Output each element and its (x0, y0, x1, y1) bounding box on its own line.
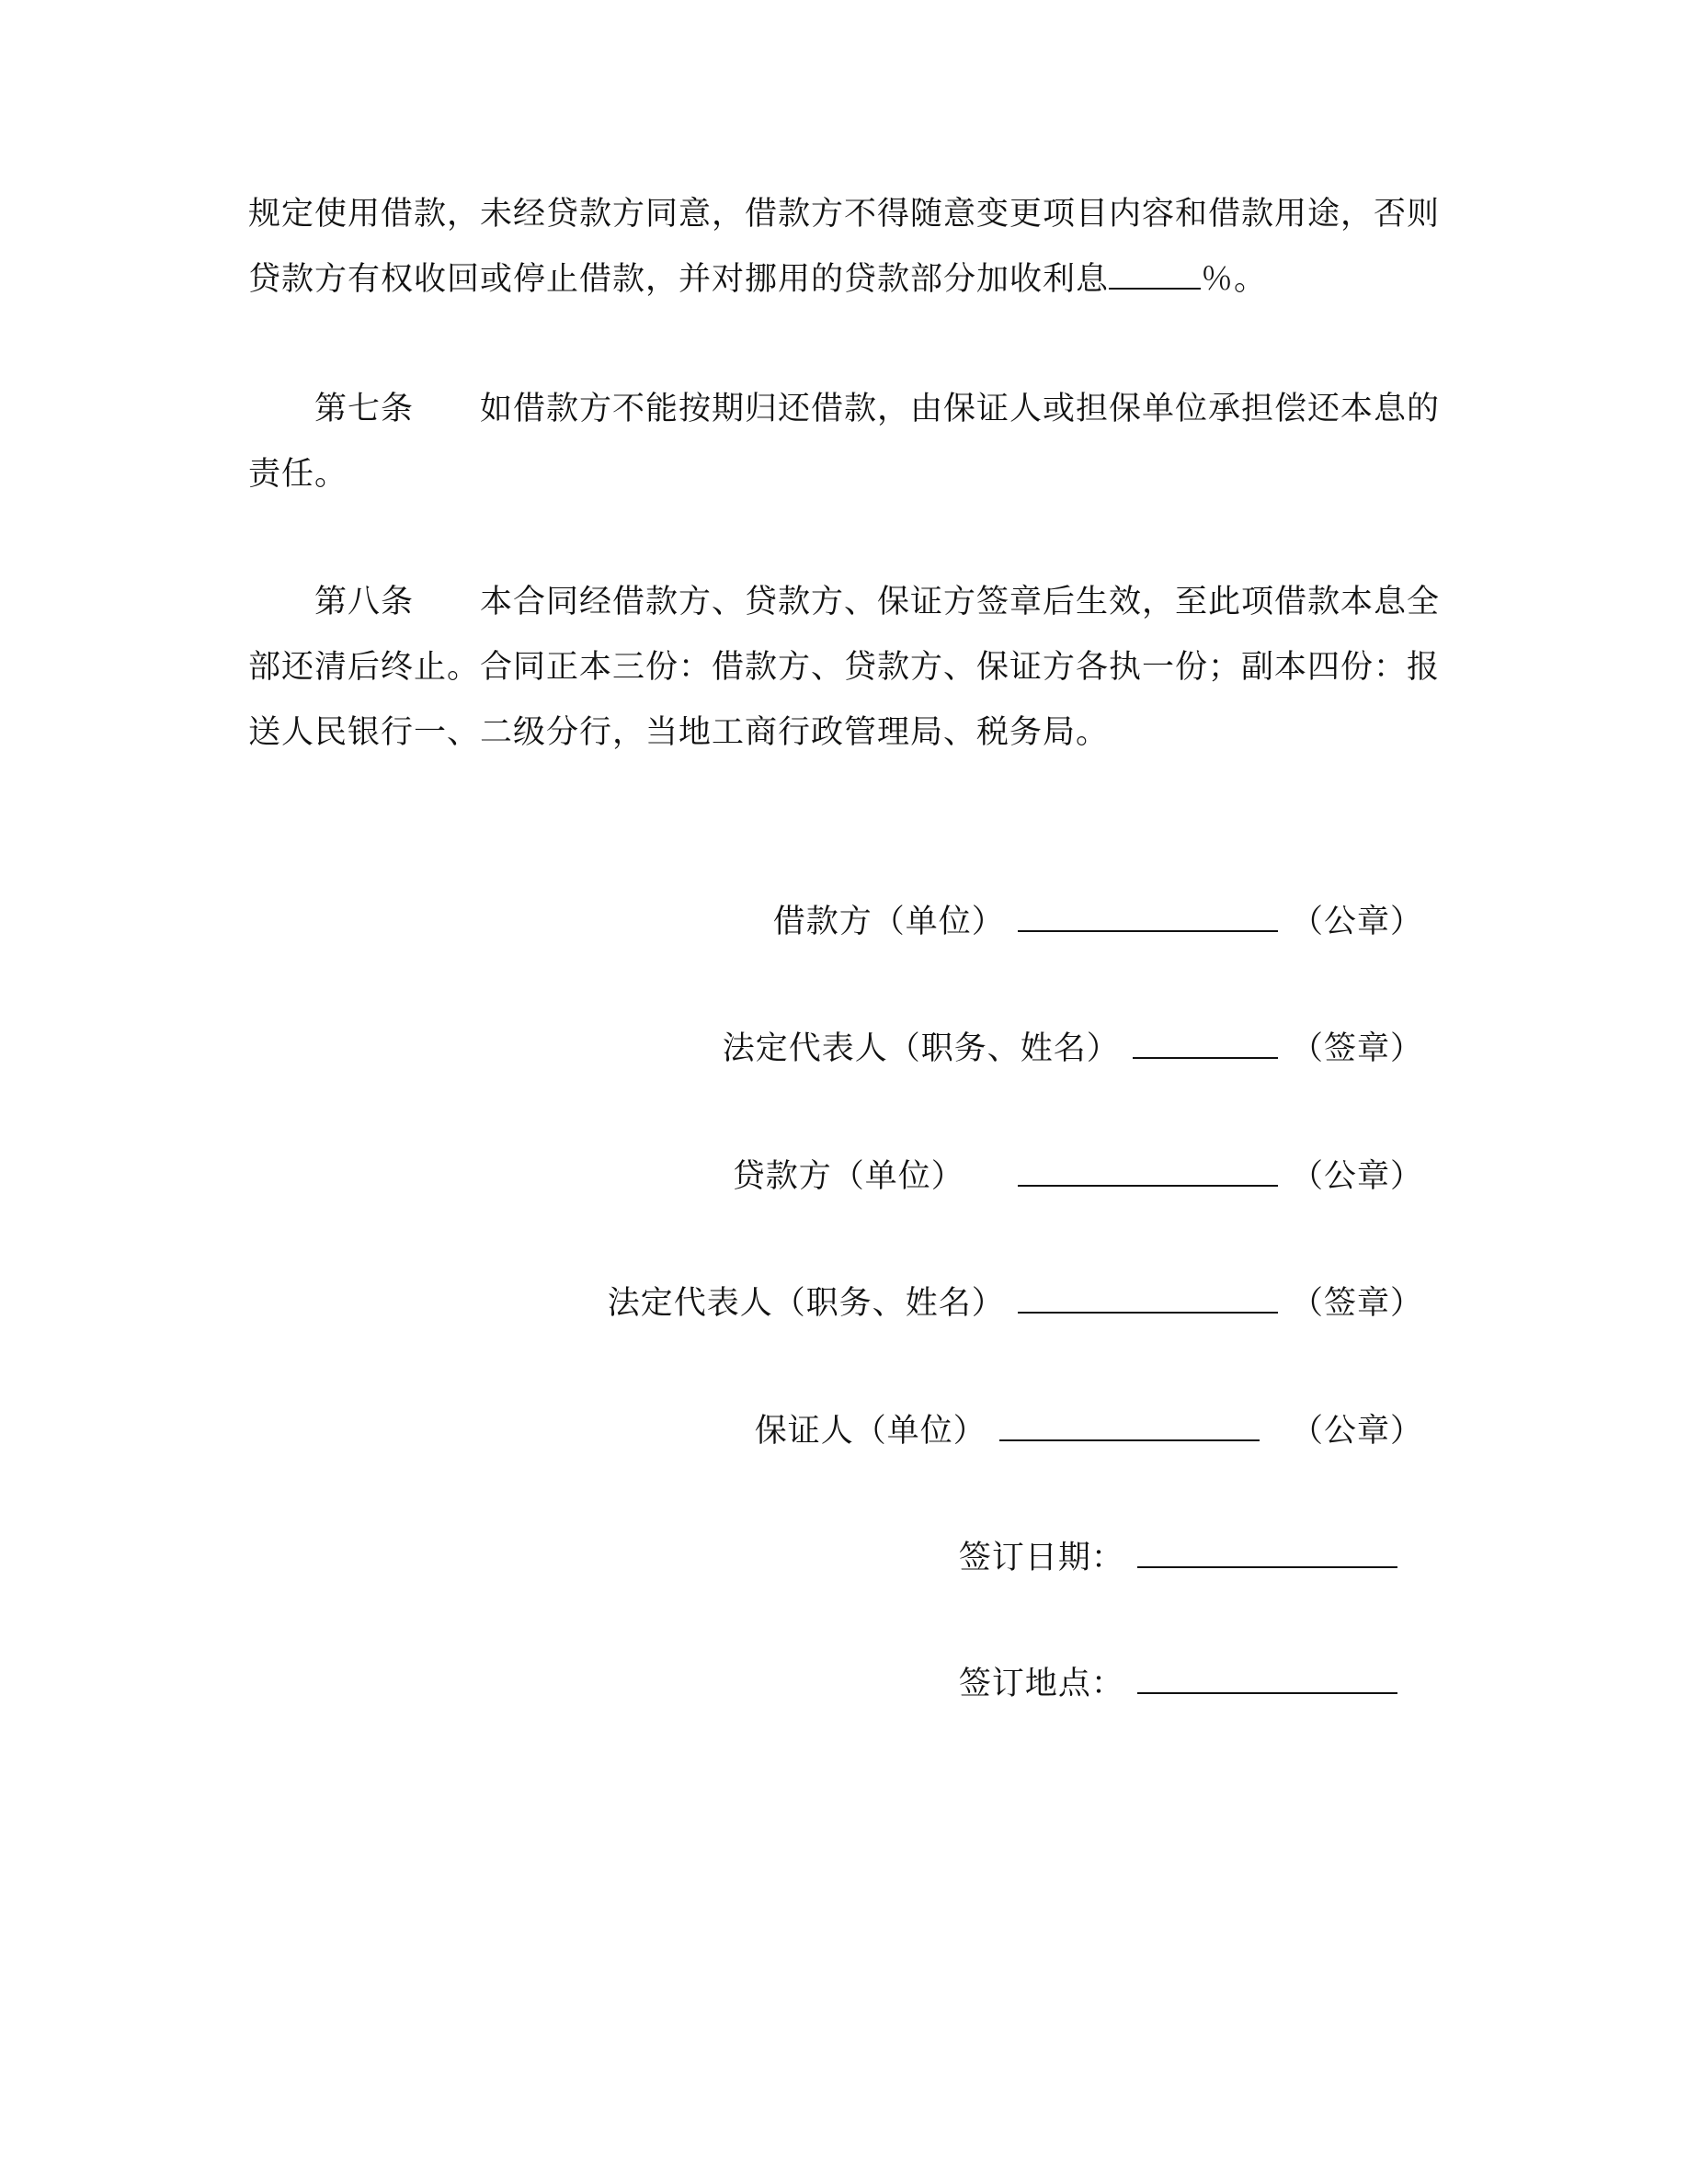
article8-line1-text: 本合同经借款方、贷款方、保证方签章后生效，至此项借款本息全 (480, 584, 1441, 620)
article7-line2: 责任。 (248, 456, 348, 493)
borrower-rep-seal-suffix: （签章） (1290, 1030, 1423, 1067)
article8-line1 (248, 570, 1441, 635)
borrower-rep-signature-row (723, 1026, 1423, 1072)
borrower-label: 借款方（单位） (772, 904, 1005, 940)
article8-line2: 部还清后终止。合同正本三份：借款方、贷款方、保证方各执一份；副本四份：报 (248, 649, 1441, 686)
sign-place-label: 签订地点： (958, 1666, 1124, 1702)
guarantor-label: 保证人（单位） (754, 1413, 987, 1450)
article7-number: 第七条 (314, 391, 415, 427)
article7-line1 (248, 377, 1441, 442)
sign-date-blank[interactable] (1137, 1539, 1397, 1568)
lender-rep-seal-suffix: （签章） (1290, 1285, 1423, 1322)
article6-line2-suffix: ％。 (1201, 261, 1268, 298)
borrower-signature-row (773, 899, 1423, 945)
guarantor-seal-suffix: （公章） (1290, 1413, 1423, 1450)
lender-signature-row (733, 1154, 1423, 1200)
lender-rep-label: 法定代表人（职务、姓名） (607, 1285, 1005, 1322)
lender-seal-suffix: （公章） (1290, 1158, 1423, 1195)
article8-paragraph (248, 570, 1441, 766)
guarantor-blank[interactable] (999, 1412, 1260, 1441)
article8-number: 第八条 (314, 584, 415, 620)
interest-rate-blank[interactable] (1109, 260, 1201, 290)
article7-paragraph (248, 377, 1441, 507)
lender-rep-signature-row (608, 1280, 1423, 1326)
borrower-blank[interactable] (1018, 903, 1278, 932)
sign-date-row (959, 1535, 1399, 1581)
lender-rep-blank[interactable] (1018, 1284, 1278, 1314)
borrower-seal-suffix: （公章） (1290, 904, 1423, 940)
article7-line1-text: 如借款方不能按期归还借款，由保证人或担保单位承担偿还本息的 (480, 391, 1441, 427)
article6-line1: 规定使用借款，未经贷款方同意，借款方不得随意变更项目内容和借款用途，否则 (248, 196, 1441, 233)
article6-line2 (248, 247, 1434, 313)
lender-blank[interactable] (1018, 1157, 1278, 1187)
article8-line3: 送人民银行一、二级分行，当地工商行政管理局、税务局。 (248, 714, 1110, 751)
sign-date-label: 签订日期： (958, 1540, 1124, 1576)
article6-paragraph (248, 182, 1441, 313)
borrower-rep-blank[interactable] (1133, 1029, 1278, 1059)
sign-place-row (959, 1661, 1399, 1707)
article6-line2-text: 贷款方有权收回或停止借款，并对挪用的贷款部分加收利息 (248, 261, 1110, 298)
sign-place-blank[interactable] (1137, 1665, 1397, 1694)
lender-label: 贷款方（单位） (732, 1158, 964, 1195)
guarantor-signature-row (755, 1408, 1423, 1454)
borrower-rep-label: 法定代表人（职务、姓名） (722, 1030, 1120, 1067)
